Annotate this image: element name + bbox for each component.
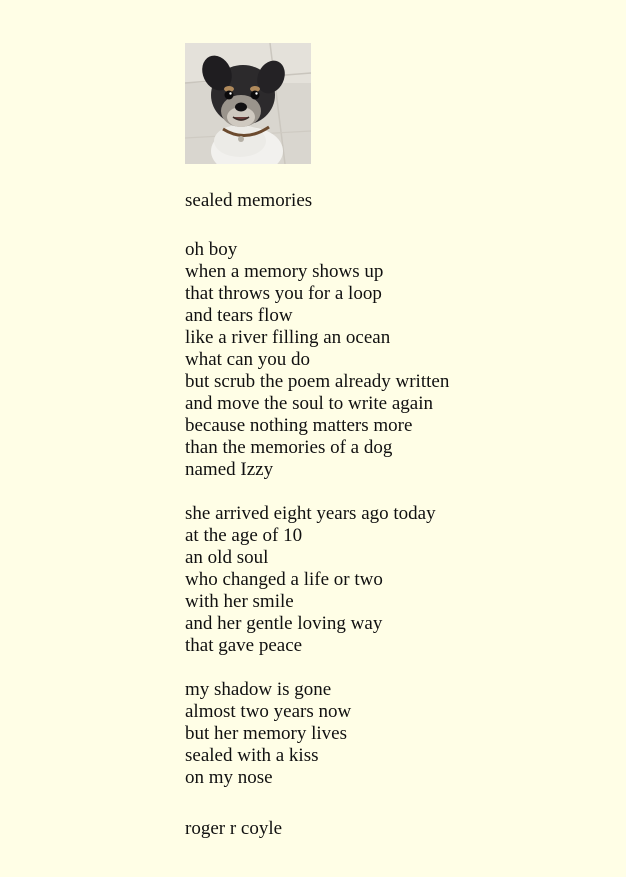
poem-line: than the memories of a dog xyxy=(185,437,393,458)
poem-line: at the age of 10 xyxy=(185,525,303,546)
poem-line: but scrub the poem already written xyxy=(185,371,450,392)
poem-line: and tears flow xyxy=(185,305,293,326)
poem-line: like a river filling an ocean xyxy=(185,327,391,348)
author-signature: roger r coyle xyxy=(185,818,283,839)
poem-line: she arrived eight years ago today xyxy=(185,503,436,524)
poem-line: almost two years now xyxy=(185,701,352,722)
stanza-1 xyxy=(185,239,449,481)
dog-photo xyxy=(185,43,311,164)
stanza-2 xyxy=(185,503,449,657)
poem-line: that throws you for a loop xyxy=(185,283,382,304)
poem-line: and move the soul to write again xyxy=(185,393,433,414)
poem-line: an old soul xyxy=(185,547,269,568)
poem-line: and her gentle loving way xyxy=(185,613,383,634)
poem-line: who changed a life or two xyxy=(185,569,383,590)
poem-line: oh boy xyxy=(185,239,238,260)
poem-line: because nothing matters more xyxy=(185,415,413,436)
poem-line: when a memory shows up xyxy=(185,261,384,282)
poem-line: my shadow is gone xyxy=(185,679,332,700)
poem-line: what can you do xyxy=(185,349,311,370)
poem-body xyxy=(185,239,449,811)
poem-line: on my nose xyxy=(185,767,273,788)
poem-title: sealed memories xyxy=(185,190,313,211)
stanza-3 xyxy=(185,679,449,789)
poem-line: named Izzy xyxy=(185,459,274,480)
poem-line: with her smile xyxy=(185,591,294,612)
poem-line: but her memory lives xyxy=(185,723,347,744)
poem-line: sealed with a kiss xyxy=(185,745,319,766)
poem-line: that gave peace xyxy=(185,635,303,656)
